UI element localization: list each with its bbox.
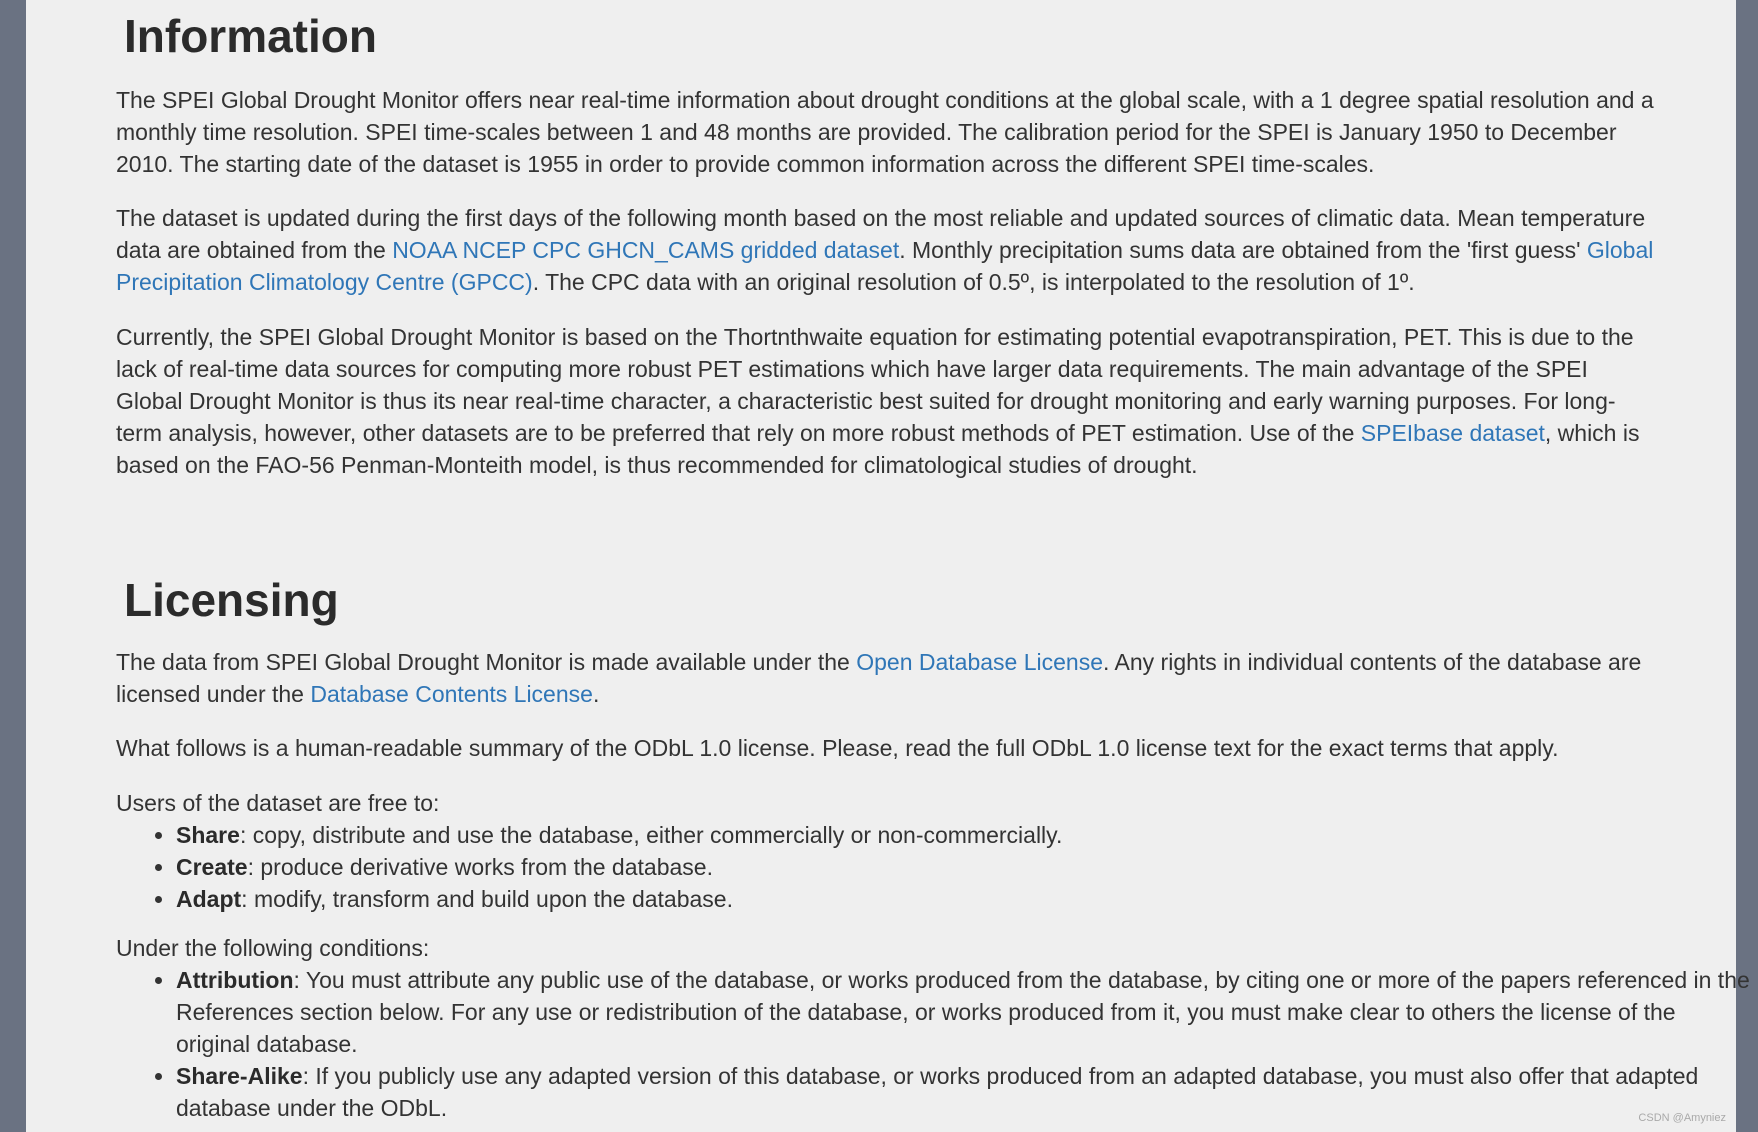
list-text: : modify, transform and build upon the database. — [241, 886, 733, 912]
list-term: Create — [176, 854, 248, 880]
page-panel — [26, 0, 1750, 1132]
database-contents-license-link[interactable]: Database Contents License — [310, 681, 593, 707]
list-item — [176, 851, 1756, 883]
licensing-paragraph-2: What follows is a human-readable summary of the ODbL 1.0 license. Please, read the full ODbL 1.0 license text for the exact terms that apply. — [116, 735, 1559, 761]
text-segment: Currently, the SPEI Global Drought Monitor is based on the Thortnthwaite equation for estimating potential evapotranspiration, PET. This is due to the lack of real-time data sources for computing more robust PET estimations which have larger data requirements. The main advantage of the SPEI Global Drought Monitor is thus its near real-time character, a characteristic best suited for drought monitoring and early warning purposes. For long-term analysis, however, other datasets are to be preferred that rely on more robust methods of PET estimation. Use of the — [116, 324, 1634, 446]
licensing-heading: Licensing — [124, 574, 339, 626]
information-paragraph-1: The SPEI Global Drought Monitor offers near real-time information about drought conditions at the global scale, with a 1 degree spatial resolution and a monthly time resolution. SPEI time-scales between 1 and 48 months are provided. The calibration period for the SPEI is January 1950 to December 2010. The starting date of the dataset is 1955 in order to provide common information across the different SPEI time-scales. — [116, 87, 1654, 177]
free-to-lead: Users of the dataset are free to: — [116, 790, 440, 816]
list-text: : You must attribute any public use of the database, or works produced from the database, by citing one or more of the papers referenced in the References section below. For any use or redistribution of the database, or works produced from it, you must make clear to others the license of the original database. — [176, 967, 1750, 1057]
list-item — [176, 964, 1756, 1060]
information-paragraph-2 — [116, 202, 1656, 298]
list-text: : copy, distribute and use the database, either commercially or non-commercially. — [239, 822, 1063, 848]
text-segment: . Any rights in individual contents of the database are licensed under the — [116, 649, 1642, 707]
text-segment: . Monthly precipitation sums data are obtained from the 'first guess' — [899, 237, 1587, 263]
list-item — [176, 883, 1756, 915]
list-term: Share-Alike — [176, 1063, 303, 1089]
licensing-paragraph-1 — [116, 646, 1656, 710]
list-term: Adapt — [176, 886, 242, 912]
watermark: CSDN @Amyniez — [1638, 1112, 1726, 1124]
information-paragraph-3 — [116, 321, 1656, 481]
noaa-dataset-link[interactable]: NOAA NCEP CPC GHCN_CAMS gridded dataset — [392, 237, 900, 263]
speibase-dataset-link[interactable]: SPEIbase dataset — [1360, 420, 1545, 446]
conditions-lead: Under the following conditions: — [116, 935, 430, 961]
text-segment: The data from SPEI Global Drought Monitor is made available under the — [116, 649, 857, 675]
text-segment: . — [592, 681, 600, 707]
open-database-license-link[interactable]: Open Database License — [856, 649, 1104, 675]
text-segment: . The CPC data with an original resolution of 0.5º, is interpolated to the resolution of 1º. — [532, 269, 1415, 295]
list-item — [176, 1060, 1756, 1124]
list-term: Attribution — [176, 967, 294, 993]
list-text: : If you publicly use any adapted version of this database, or works produced from an adapted database, you must also offer that adapted database under the ODbL. — [176, 1063, 1699, 1121]
text-segment: The dataset is updated during the first days of the following month based on the most reliable and updated sources of climatic data. Mean temperature data are obtained from the — [116, 205, 1646, 263]
information-heading: Information — [124, 10, 377, 62]
gpcc-link[interactable]: Global Precipitation Climatology Centre (GPCC) — [116, 237, 1654, 295]
list-term: Share — [176, 822, 240, 848]
conditions-list — [116, 964, 1756, 1124]
free-to-list — [116, 819, 1756, 915]
text-segment: , which is based on the FAO-56 Penman-Monteith model, is thus recommended for climatological studies of drought. — [116, 420, 1640, 478]
list-text: : produce derivative works from the database. — [247, 854, 713, 880]
list-item — [176, 819, 1756, 851]
